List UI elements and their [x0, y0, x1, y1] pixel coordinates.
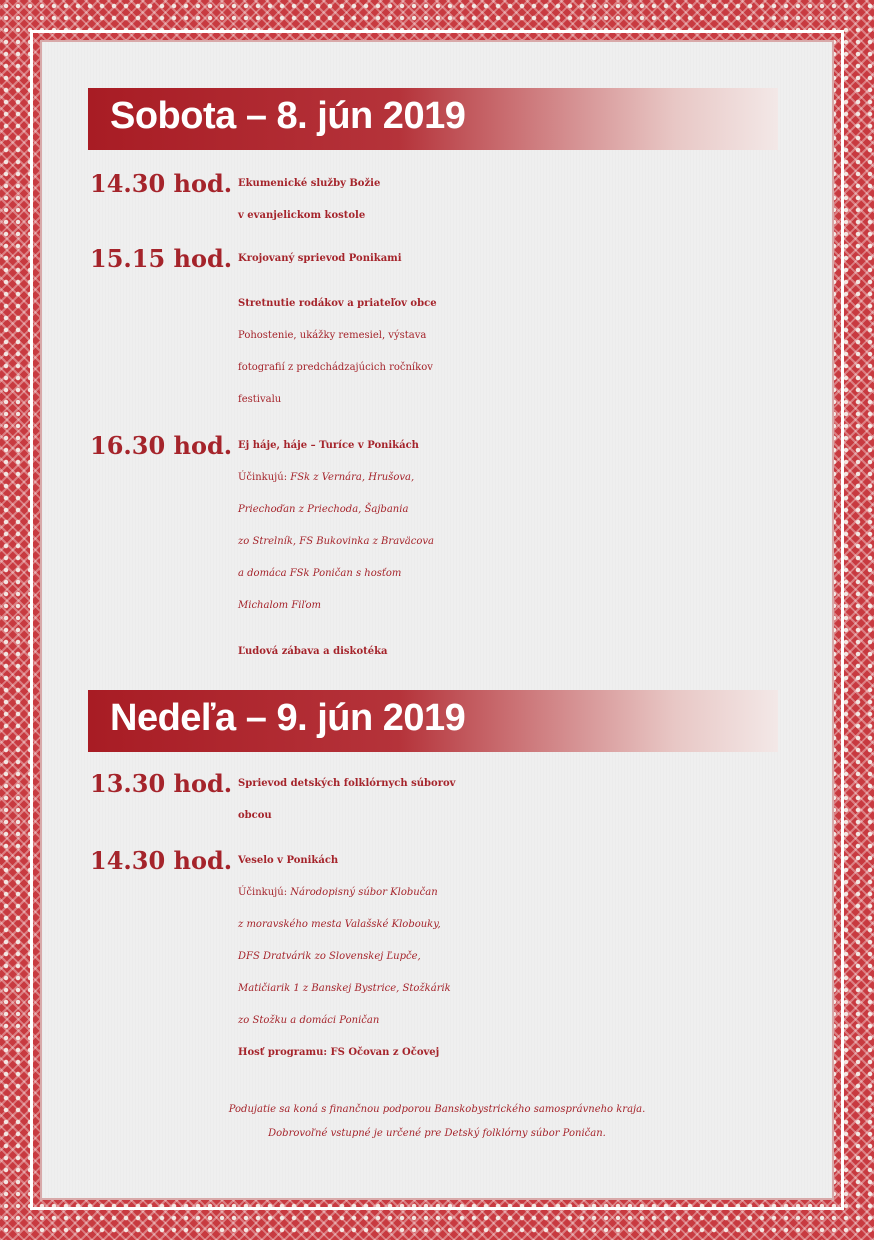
day-title: Nedeľa – 9. jún 2019: [110, 697, 466, 739]
entry-title: Stretnutie rodákov a priateľov obce: [238, 298, 437, 309]
entry-time: 16.30 hod.: [90, 431, 233, 460]
footer-note: [42, 1098, 832, 1146]
entry-title: Veselo v Ponikách: [238, 855, 339, 866]
entry-description: festivalu: [238, 394, 282, 405]
guest-line: Hosť programu: FS Očovan z Očovej: [238, 1047, 440, 1058]
entry-title: Krojovaný sprievod Ponikami: [238, 253, 402, 264]
entry-time: 15.15 hod.: [90, 244, 233, 273]
day-title: Sobota – 8. jún 2019: [110, 95, 466, 137]
entry-title: obcou: [238, 810, 272, 821]
performers-label: Účinkujú:: [238, 472, 288, 483]
performers-line: z moravského mesta Valašské Klobouky,: [238, 919, 441, 930]
entry-title: Ľudová zábava a diskotéka: [238, 646, 388, 657]
entry-title: Ej háje, háje – Turíce v Ponikách: [238, 440, 419, 451]
entry-time: 13.30 hod.: [90, 769, 233, 798]
performers-line: Priechoďan z Priechoda, Šajbania: [238, 504, 409, 515]
performers-line: Národopisný súbor Klobučan: [290, 887, 438, 898]
entry-title: v evanjelickom kostole: [238, 210, 366, 221]
day-banner-sunday: [88, 690, 778, 752]
performers-line: DFS Dratvárik zo Slovenskej Ľupče,: [238, 951, 421, 962]
entry-title: Ekumenické služby Božie: [238, 178, 381, 189]
performers-line: a domáca FSk Poničan s hosťom: [238, 568, 402, 579]
entry-time: 14.30 hod.: [90, 169, 233, 198]
performers-line: zo Strelník, FS Bukovinka z Braväcova: [238, 536, 434, 547]
entry-description: Pohostenie, ukážky remesiel, výstava: [238, 330, 427, 341]
day-banner-saturday: [88, 88, 778, 150]
entry-title: Sprievod detských folklórnych súborov: [238, 778, 456, 789]
performers-line: Michalom Fiľom: [238, 600, 321, 611]
footer-admission: Dobrovoľné vstupné je určené pre Detský folklórny súbor Poničan.: [268, 1128, 606, 1139]
performers-label: Účinkujú:: [238, 887, 288, 898]
entry-description: fotografií z predchádzajúcich ročníkov: [238, 362, 433, 373]
performers-line: Matičiarik 1 z Banskej Bystrice, Stožkárik: [238, 983, 451, 994]
footer-funding: Podujatie sa koná s finančnou podporou Banskobystrického samosprávneho kraja.: [228, 1104, 646, 1115]
entry-time: 14.30 hod.: [90, 846, 233, 875]
performers-line: zo Stožku a domáci Poničan: [238, 1015, 380, 1026]
performers-line: FSk z Vernára, Hrušova,: [290, 472, 415, 483]
